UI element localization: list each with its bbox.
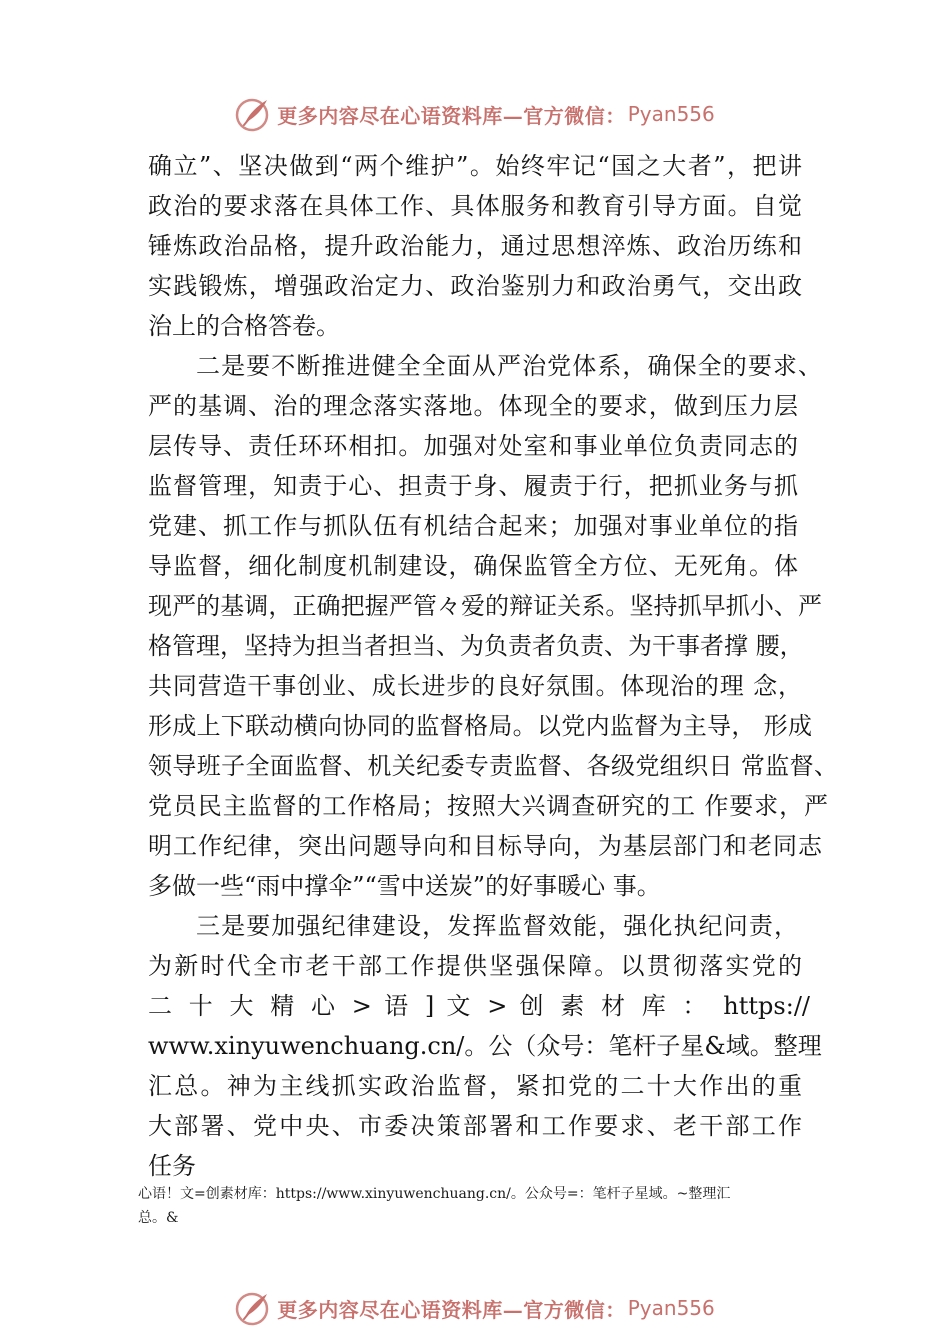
body-line: www.xinyuwenchuang.cn/。公（众号：笔杆子星&域。整理 [148,1032,822,1060]
footer-banner [0,1288,950,1328]
body-line: 导监督，细化制度机制建设，确保监管全方位、无死角。体 [148,552,798,580]
body-line: 确立”、坚决做到“两个维护”。始终牢记“国之大者”，把讲 [148,152,802,180]
banner-contact: Pyan556 [627,102,715,126]
banner-text: 更多内容尽在心语资料库—官方微信： [277,103,626,128]
body-line: 监督管理，知责于心、担责于身、履责于行，把抓业务与抓 [148,472,798,500]
body-line: 锤炼政治品格，提升政治能力，通过思想淬炼、政治历练和 [148,232,802,260]
footnote-line: 总。& [138,1210,179,1226]
body-line: 为新时代全市老干部工作提供坚强保障。以贯彻落实党的 [148,952,802,980]
banner-text: 更多内容尽在心语资料库—官方微信： [277,1297,626,1322]
body-line: 党建、抓工作与抓队伍有机结合起来；加强对事业单位的指 [148,512,798,540]
header-banner [0,94,950,134]
body-line: 格管理，坚持为担当者担当、为负责者负责、为干事者撑 腰， [148,632,804,660]
body-line: 汇总。神为主线抓实政治监督，紧扣党的二十大作出的重 [148,1072,802,1100]
banner-contact: Pyan556 [627,1296,715,1320]
body-line: 治上的合格答卷。 [148,312,340,340]
body-line: 三是要加强纪律建设，发挥监督效能，强化执纪问责， [196,912,798,940]
footnote-line: 心语！文=创素材库：https://www.xinyuwenchuang.cn/。公众号=：笔杆子星域。~整理汇 [138,1186,731,1202]
body-line: 实践锻炼，增强政治定力、政治鉴别力和政治勇气，交出政 [148,272,802,300]
quill-logo-icon [235,1290,271,1326]
body-line: 二是要不断推进健全全面从严治党体系，确保全的要求、 [196,352,822,380]
body-line: 形成上下联动横向协同的监督格局。以党内监督为主导， 形成 [148,712,812,740]
body-line: 大部署、党中央、市委决策部署和工作要求、老干部工作 [148,1112,802,1140]
body-line: 严的基调、治的理念落实落地。体现全的要求，做到压力层 [148,392,798,420]
body-line: 任务 [148,1152,196,1180]
body-line: 共同营造干事创业、成长进步的良好氛围。体现治的理 念， [148,672,802,700]
body-line: 党员民主监督的工作格局；按照大兴调查研究的工 作要求，严 [148,792,828,820]
body-line: 二 十 大 精 心 > 语 ] 文 > 创 素 材 库 ： https:// [148,992,810,1020]
body-line: 层传导、责任环环相扣。加强对处室和事业单位负责同志的 [148,432,798,460]
body-line: 现严的基调，正确把握严管々爱的辩证关系。坚持抓早抓小、严 [148,592,822,620]
body-line: 明工作纪律，突出问题导向和目标导向，为基层部门和老同志 [148,832,822,860]
body-line: 领导班子全面监督、机关纪委专责监督、各级党组织日 常监督、 [148,752,838,780]
body-line: 政治的要求落在具体工作、具体服务和教育引导方面。自觉 [148,192,802,220]
quill-logo-icon [235,96,271,132]
body-line: 多做一些“雨中撑伞”“雪中送炭”的好事暖心 事。 [148,872,661,900]
